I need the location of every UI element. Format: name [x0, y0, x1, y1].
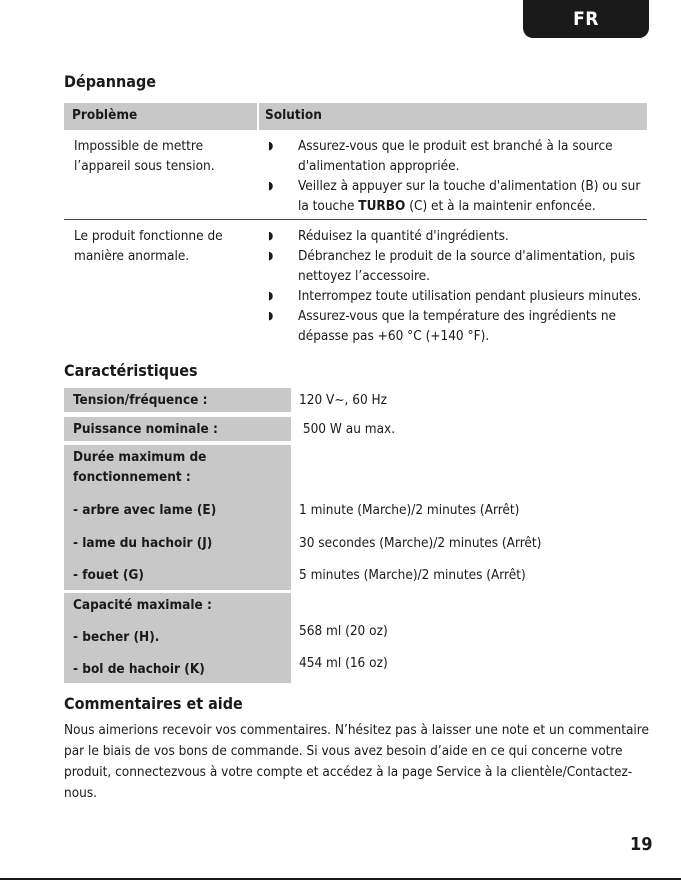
list-item	[268, 226, 643, 246]
bullet-icon: ◗	[268, 139, 274, 152]
problem-text: Le produit fonctionne de manière anormale.	[74, 228, 223, 264]
bottom-rule	[0, 878, 681, 880]
spec-value-chopper-bowl: 454 ml (16 oz)	[299, 655, 388, 671]
spec-label-voltage: Tension/fréquence :	[64, 388, 291, 412]
bullet-icon: ◗	[268, 249, 274, 262]
troubleshooting-heading: Dépannage	[64, 72, 157, 91]
solution-text: Assurez-vous que le produit est branché à la source d'alimentation appropriée.	[298, 138, 613, 174]
bullet-icon: ◗	[268, 229, 274, 242]
solution-text: Réduisez la quantité d'ingrédients.	[298, 228, 509, 244]
solution-text: Veillez à appuyer sur la touche d'alimentation (B) ou sur la touche TURBO (C) et à la maintenir enfoncée.	[298, 178, 641, 214]
spec-value-voltage: 120 V~, 60 Hz	[299, 392, 388, 408]
list-item	[268, 246, 643, 286]
spec-label-beaker: - becher (H).	[73, 629, 160, 645]
spec-label-capacity: Capacité maximale :	[73, 597, 212, 613]
list-item	[268, 306, 643, 346]
row-divider	[64, 219, 647, 220]
column-header-solution: Solution	[265, 107, 322, 123]
solution-text: Interrompez toute utilisation pendant plusieurs minutes.	[298, 288, 642, 304]
specifications-heading: Caractéristiques	[64, 361, 198, 380]
spec-value-beaker: 568 ml (20 oz)	[299, 623, 388, 639]
solution-text: Assurez-vous que la température des ingrédients ne dépasse pas +60 °C (+140 °F).	[298, 308, 617, 344]
spec-value-whisk: 5 minutes (Marche)/2 minutes (Arrêt)	[299, 567, 526, 583]
solution-list	[268, 136, 643, 216]
column-header-problem: Problème	[72, 107, 138, 123]
spec-label-power: Puissance nominale :	[64, 417, 291, 441]
bullet-icon: ◗	[268, 309, 274, 322]
list-item	[268, 176, 643, 216]
spec-label-chopper-bowl: - bol de hachoir (K)	[73, 661, 205, 677]
troubleshooting-table-header	[64, 103, 647, 130]
spec-value-power: 500 W au max.	[299, 421, 396, 437]
bullet-icon: ◗	[268, 179, 274, 192]
spec-label-chopper-blade: - lame du hachoir (J)	[73, 535, 213, 551]
spec-label-duration: Durée maximum de fonctionnement :	[73, 449, 207, 485]
spec-value-blade-shaft: 1 minute (Marche)/2 minutes (Arrêt)	[299, 502, 520, 518]
list-item	[268, 286, 643, 306]
list-item	[268, 136, 643, 176]
language-tab: FR	[523, 0, 649, 38]
problem-text: Impossible de mettre l’appareil sous tension.	[74, 138, 215, 174]
solution-list	[268, 226, 643, 346]
solution-text: Débranchez le produit de la source d'alimentation, puis nettoyez l’accessoire.	[298, 248, 636, 284]
column-separator	[257, 103, 259, 130]
bullet-icon: ◗	[268, 289, 274, 302]
feedback-text: Nous aimerions recevoir vos commentaires. N’hésitez pas à laisser une note et un commentaire par le biais de vos bons de commande. Si vous avez besoin d’aide en ce qui concerne votre produit, connectezvous à votre compte et accédez à la page Service à la clientèle/Contactez-nous.	[64, 722, 649, 801]
page-number: 19	[630, 834, 653, 855]
feedback-heading: Commentaires et aide	[64, 694, 243, 713]
spec-value-chopper-blade: 30 secondes (Marche)/2 minutes (Arrêt)	[299, 535, 542, 551]
spec-label-blade-shaft: - arbre avec lame (E)	[73, 502, 217, 518]
spec-label-whisk: - fouet (G)	[73, 567, 144, 583]
